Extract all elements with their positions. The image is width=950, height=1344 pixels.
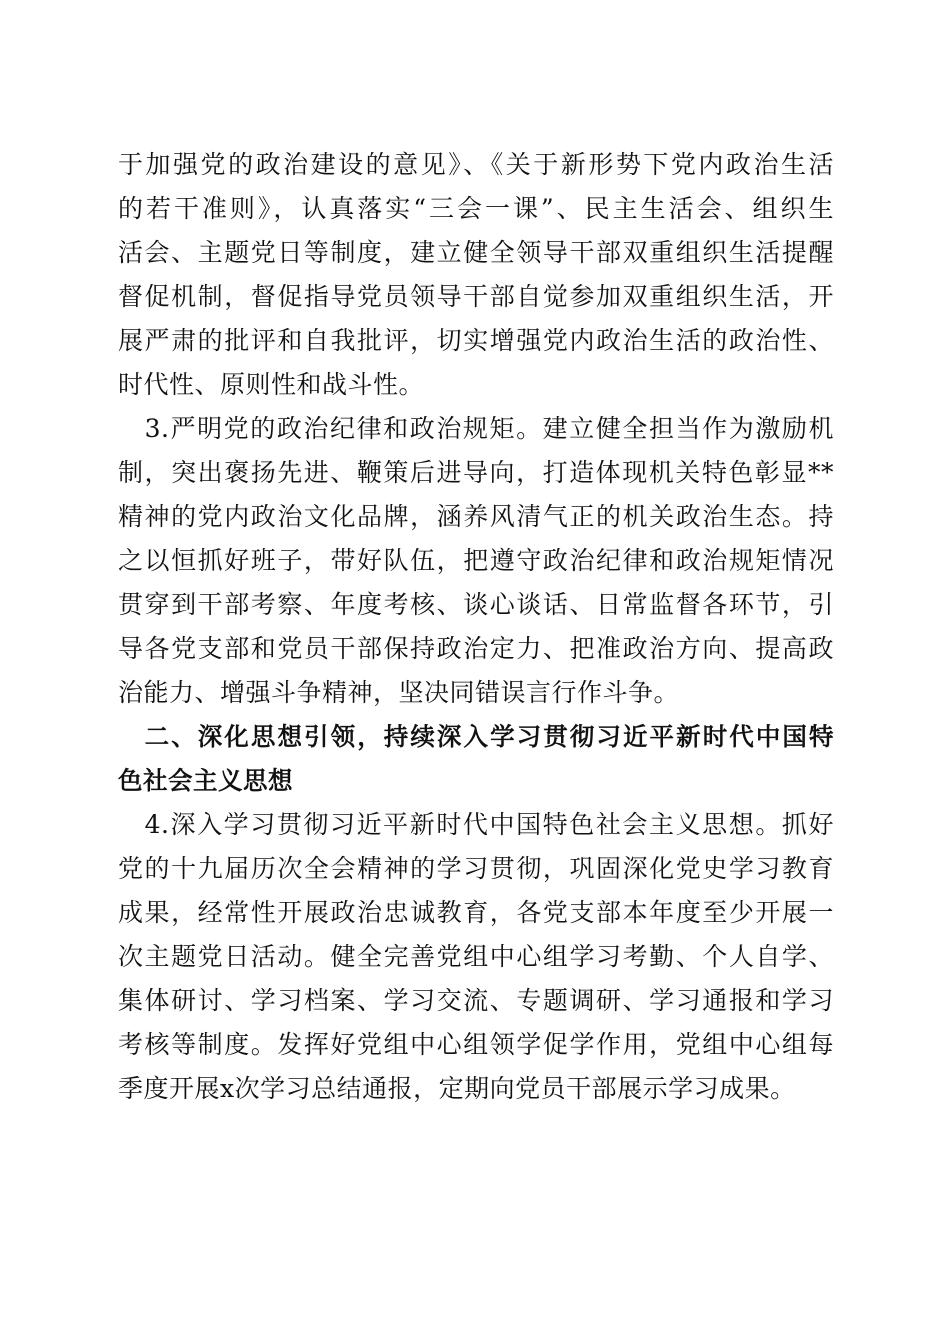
- section-heading: [118, 715, 834, 803]
- text-line: 集体研讨、学习档案、学习交流、专题调研、学习通报和学习: [118, 986, 834, 1015]
- text-line: 贯穿到干部考察、年度考核、谈心谈话、日常监督各环节，引: [118, 590, 834, 619]
- text-line: 导各党支部和党员干部保持政治定力、把准政治方向、提高政: [118, 634, 834, 663]
- heading-line: 二、深化思想引领，持续深入学习贯彻习近平新时代中国特: [118, 722, 834, 751]
- text-line: 季度开展x次学习总结通报，定期向党员干部展示学习成果。: [118, 1074, 796, 1103]
- text-line: 成果，经常性开展政治忠诚教育，各党支部本年度至少开展一: [118, 898, 834, 927]
- text-line: 于加强党的政治建设的意见》、《关于新形势下党内政治生活: [118, 150, 834, 179]
- heading-line: 色社会主义思想: [118, 766, 293, 795]
- text-line: 次主题党日活动。健全完善党组中心组学习考勤、个人自学、: [118, 942, 834, 971]
- text-line: 展严肃的批评和自我批评，切实增强党内政治生活的政治性、: [118, 326, 834, 355]
- text-line: 4.深入学习贯彻习近平新时代中国特色社会主义思想。抓好: [118, 810, 834, 839]
- text-line: 精神的党内政治文化品牌，涵养风清气正的机关政治生态。持: [118, 502, 834, 531]
- paragraph-3: [118, 803, 834, 1111]
- paragraph-2: [118, 407, 834, 715]
- document-body: [118, 143, 834, 1111]
- text-line: 制，突出褒扬先进、鞭策后进导向，打造体现机关特色彰显**: [118, 458, 834, 487]
- text-line: 治能力、增强斗争精神，坚决同错误言行作斗争。: [118, 678, 680, 707]
- text-line: 3.严明党的政治纪律和政治规矩。建立健全担当作为激励机: [118, 414, 834, 443]
- text-line: 考核等制度。发挥好党组中心组领学促学作用，党组中心组每: [118, 1030, 834, 1059]
- text-line: 之以恒抓好班子，带好队伍，把遵守政治纪律和政治规矩情况: [118, 546, 834, 575]
- text-line: 时代性、原则性和战斗性。: [118, 370, 425, 399]
- text-line: 党的十九届历次全会精神的学习贯彻，巩固深化党史学习教育: [118, 854, 834, 883]
- text-line: 活会、主题党日等制度，建立健全领导干部双重组织生活提醒: [118, 238, 834, 267]
- text-line: 的若干准则》，认真落实“三会一课”、民主生活会、组织生: [118, 194, 834, 223]
- text-line: 督促机制，督促指导党员领导干部自觉参加双重组织生活，开: [118, 282, 834, 311]
- paragraph-1: [118, 143, 834, 407]
